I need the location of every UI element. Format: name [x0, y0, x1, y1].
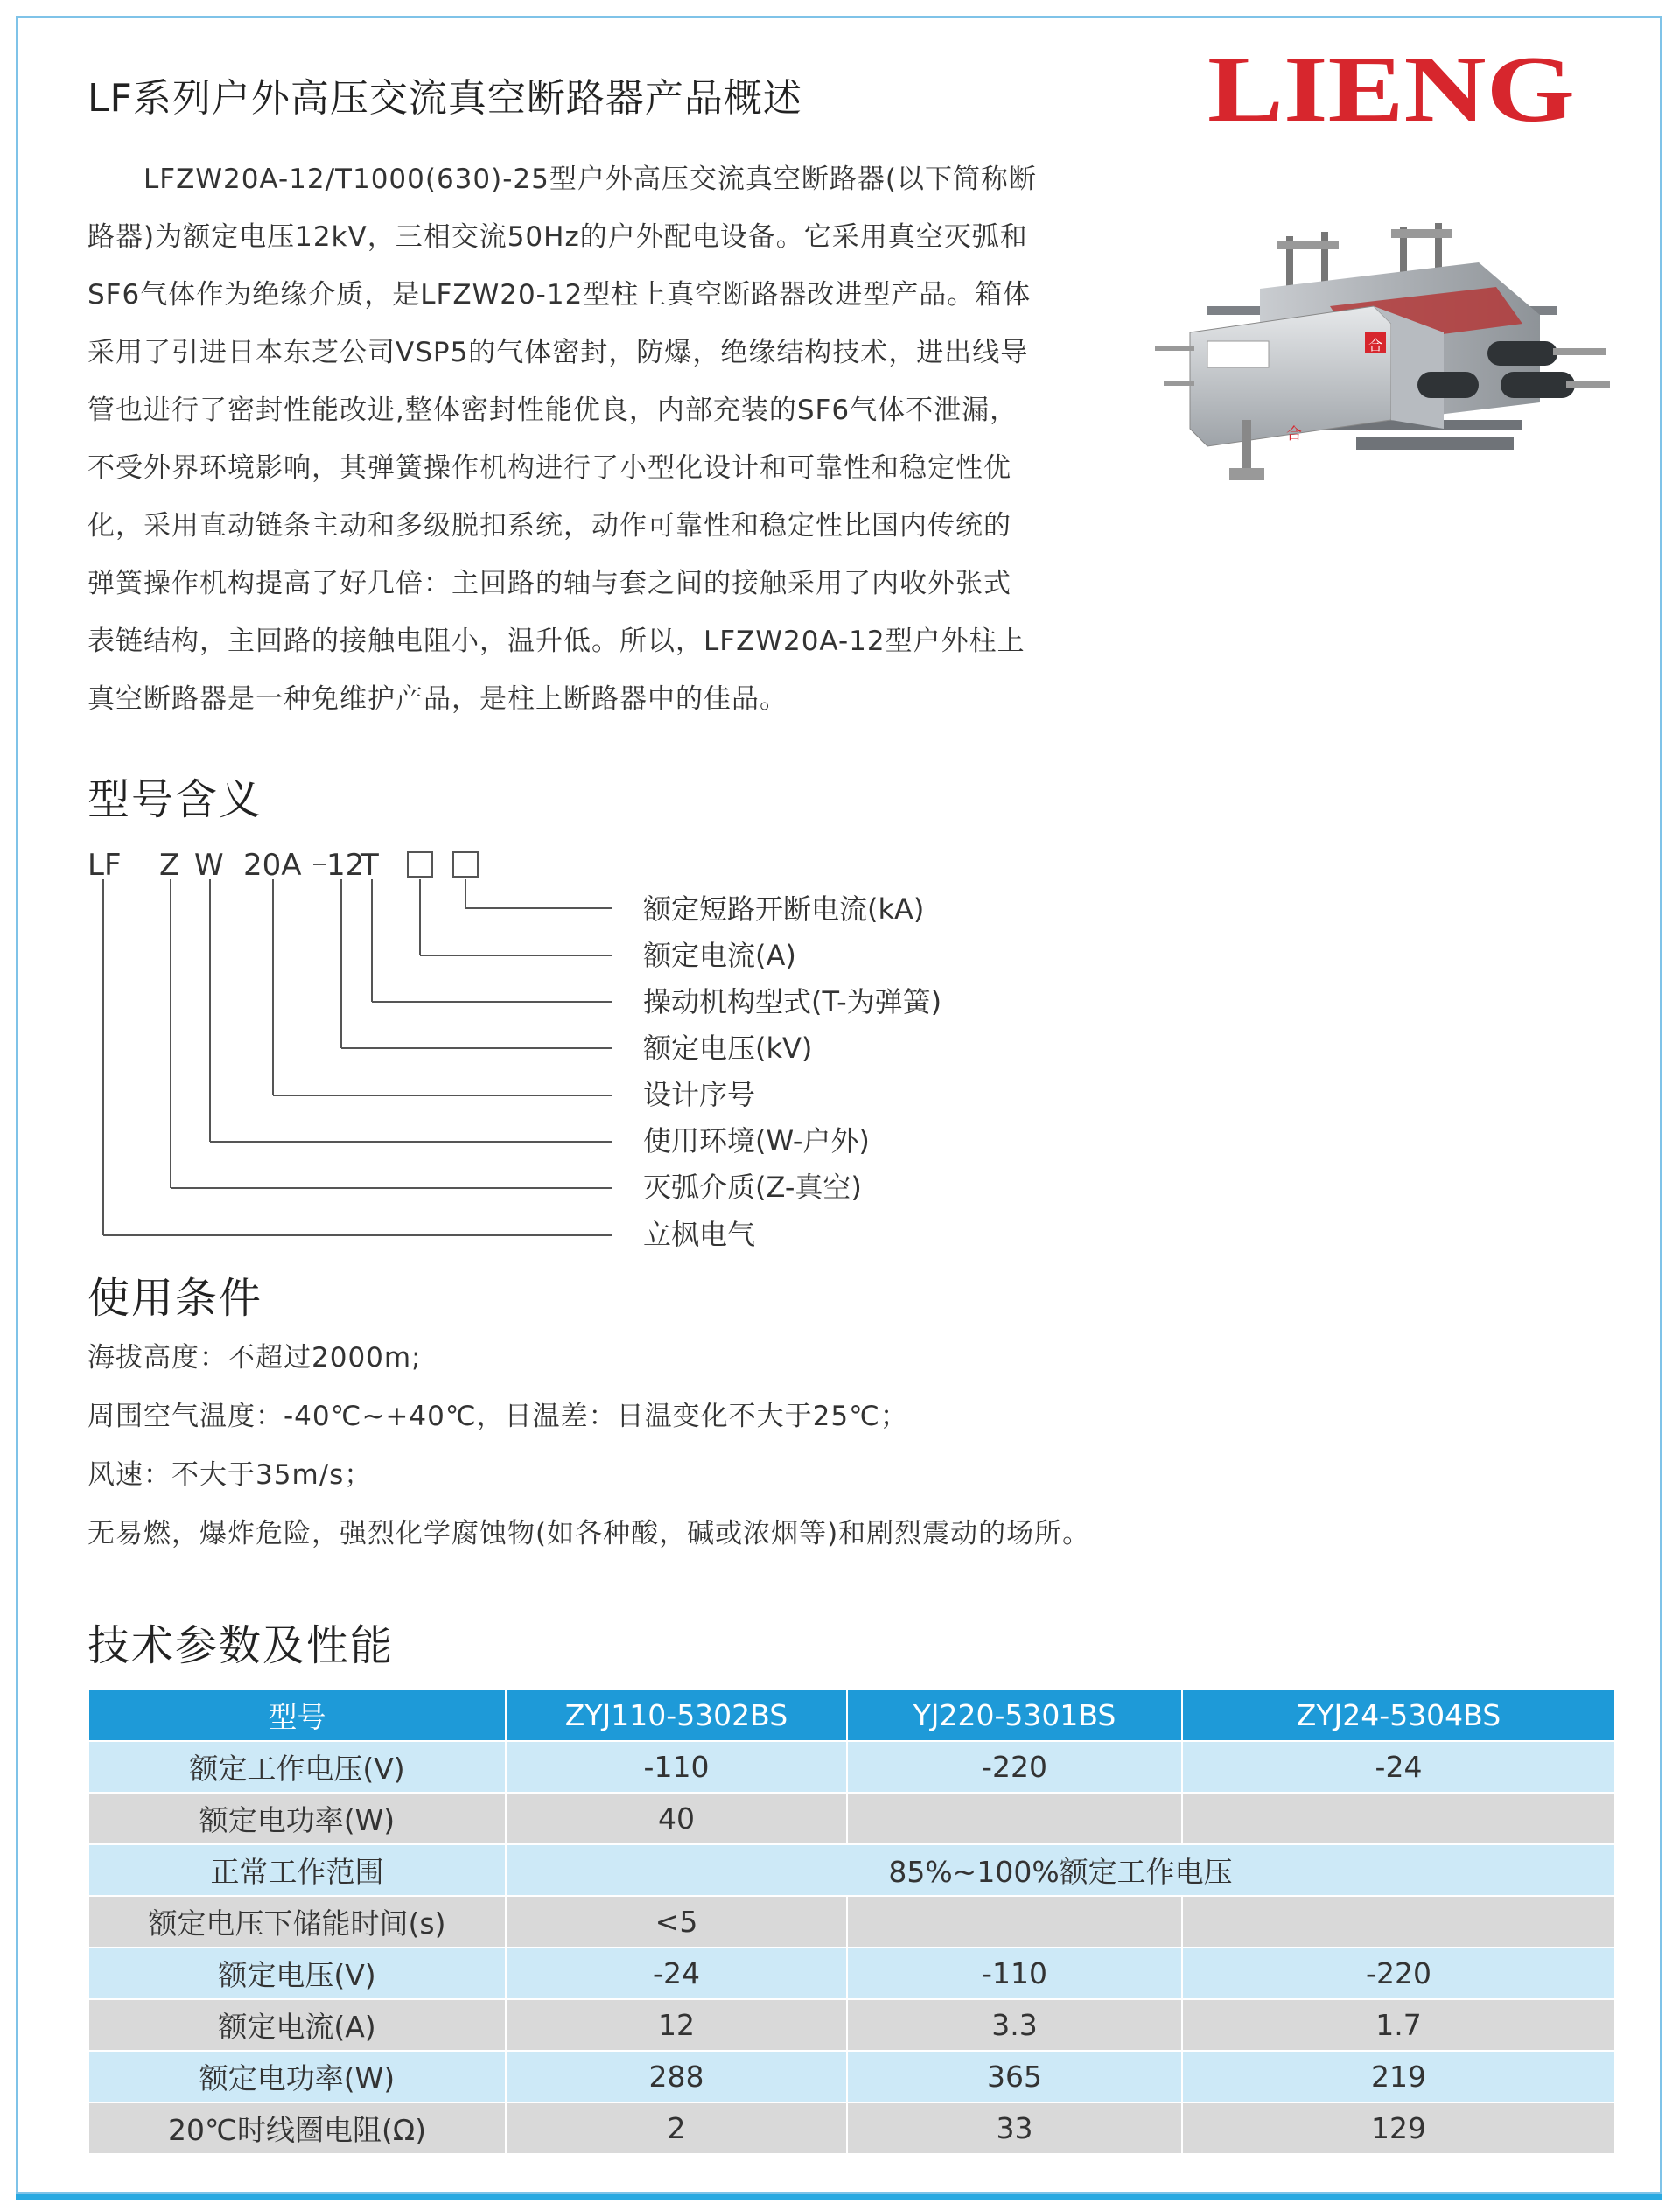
table-row: [88, 1741, 1615, 1793]
code-part-z: Z: [159, 848, 180, 883]
meaning-item: 立枫电气: [643, 1218, 756, 1251]
intro-line: 不受外界环境影响，其弹簧操作机构进行了小型化设计和可靠性和稳定性优: [88, 452, 1012, 484]
table-cell: 365: [847, 2051, 1182, 2102]
table-cell: 12: [506, 1999, 847, 2051]
intro-paragraph: [88, 150, 1138, 728]
table-cell: -220: [847, 1741, 1182, 1793]
meaning-item: 额定短路开断电流(kA): [643, 892, 925, 926]
condition-item: 海拔高度：不超过2000m;: [88, 1342, 422, 1374]
table-cell: [847, 1793, 1182, 1844]
table-header: 型号: [88, 1689, 506, 1741]
table-row: [88, 1844, 1615, 1896]
table-cell: [1182, 1793, 1615, 1844]
model-heading: 型号含义: [88, 775, 263, 824]
specs-heading: 技术参数及性能: [88, 1621, 395, 1670]
intro-line: 真空断路器是一种免维护产品，是柱上断路器中的佳品。: [88, 683, 788, 715]
table-cell-label: 20℃时线圈电阻(Ω): [88, 2102, 506, 2154]
table-header: ZYJ110-5302BS: [506, 1689, 847, 1741]
table-cell: 219: [1182, 2051, 1615, 2102]
code-part-t: T: [360, 848, 379, 883]
meaning-item: 额定电压(kV): [643, 1032, 813, 1065]
table-cell: -24: [1182, 1741, 1615, 1793]
table-cell-label: 额定电功率(W): [88, 2051, 506, 2102]
svg-text:LIENG: LIENG: [1208, 44, 1575, 131]
table-row: [88, 1896, 1615, 1948]
meaning-item: 操动机构型式(T-为弹簧): [643, 985, 942, 1018]
table-cell: -110: [506, 1741, 847, 1793]
code-part-lf: LF: [88, 848, 122, 883]
intro-line: 采用了引进日本东芝公司VSP5的气体密封，防爆，绝缘结构技术，进出线导: [88, 337, 1029, 368]
bottom-accent-bar: [16, 2194, 1662, 2200]
svg-text:合: 合: [1368, 337, 1383, 353]
table-cell: 1.7: [1182, 1999, 1615, 2051]
meaning-item: 额定电流(A): [643, 939, 796, 972]
table-cell: 3.3: [847, 1999, 1182, 2051]
table-cell: [1182, 1896, 1615, 1948]
table-cell: -220: [1182, 1948, 1615, 1999]
intro-line: 管也进行了密封性能改进,整体密封性能优良，内部充装的SF6气体不泄漏，: [88, 395, 1018, 426]
table-row: [88, 1999, 1615, 2051]
condition-item: 风速：不大于35m/s；: [88, 1459, 373, 1491]
table-row: [88, 1793, 1615, 1844]
table-row: [88, 2051, 1615, 2102]
meaning-item: 灭弧介质(Z-真空): [643, 1171, 862, 1204]
table-cell-label: 额定电压下储能时间(s): [88, 1896, 506, 1948]
table-cell: -110: [847, 1948, 1182, 1999]
table-header-row: [88, 1689, 1615, 1741]
intro-line: LFZW20A-12/T1000(630)-25型户外高压交流真空断路器(以下简称断: [144, 164, 1037, 195]
table-cell-label: 额定电压(V): [88, 1948, 506, 1999]
table-cell: 40: [506, 1793, 847, 1844]
table-cell: <5: [506, 1896, 847, 1948]
table-cell: 85%~100%额定工作电压: [506, 1844, 1615, 1896]
table-cell: 129: [1182, 2102, 1615, 2154]
circuit-breaker-image: [1155, 210, 1610, 490]
code-part-20a: 20A: [243, 848, 302, 883]
condition-item: 无易燃，爆炸危险，强烈化学腐蚀物(如各种酸，碱或浓烟等)和剧烈震动的场所。: [88, 1518, 1091, 1549]
table-header: YJ220-5301BS: [847, 1689, 1182, 1741]
table-cell: -24: [506, 1948, 847, 1999]
table-cell-label: 额定电流(A): [88, 1999, 506, 2051]
table-cell: 33: [847, 2102, 1182, 2154]
intro-line: 弹簧操作机构提高了好几倍：主回路的轴与套之间的接触采用了内收外张式: [88, 568, 1012, 599]
specs-table: [88, 1689, 1616, 2155]
intro-line: 化，采用直动链条主动和多级脱扣系统，动作可靠性和稳定性比国内传统的: [88, 510, 1012, 542]
svg-text:合: 合: [1286, 425, 1302, 444]
code-part-w: W: [194, 848, 224, 883]
conditions-heading: 使用条件: [88, 1274, 263, 1323]
model-code-diagram: [79, 840, 1041, 1269]
table-cell: [847, 1896, 1182, 1948]
intro-line: 路器)为额定电压12kV，三相交流50Hz的户外配电设备。它采用真空灭弧和: [88, 221, 1028, 253]
table-cell: 288: [506, 2051, 847, 2102]
meaning-item: 设计序号: [643, 1078, 756, 1111]
condition-item: 周围空气温度：-40℃~+40℃，日温差：日温变化不大于25℃；: [88, 1401, 908, 1432]
table-row: [88, 1948, 1615, 1999]
code-part-12: 12: [326, 848, 365, 883]
table-header: ZYJ24-5304BS: [1182, 1689, 1615, 1741]
table-cell-label: 额定电功率(W): [88, 1793, 506, 1844]
meaning-item: 使用环境(W-户外): [643, 1124, 870, 1157]
table-row: [88, 2102, 1615, 2154]
intro-line: 表链结构，主回路的接触电阻小，温升低。所以，LFZW20A-12型户外柱上: [88, 626, 1026, 657]
page-title: LF系列户外高压交流真空断路器产品概述: [88, 76, 802, 121]
intro-line: SF6气体作为绝缘介质，是LFZW20-12型柱上真空断路器改进型产品。箱体: [88, 279, 1032, 311]
lieng-logo: [1208, 44, 1575, 131]
table-cell-label: 正常工作范围: [88, 1844, 506, 1896]
table-cell: 2: [506, 2102, 847, 2154]
table-cell-label: 额定工作电压(V): [88, 1741, 506, 1793]
